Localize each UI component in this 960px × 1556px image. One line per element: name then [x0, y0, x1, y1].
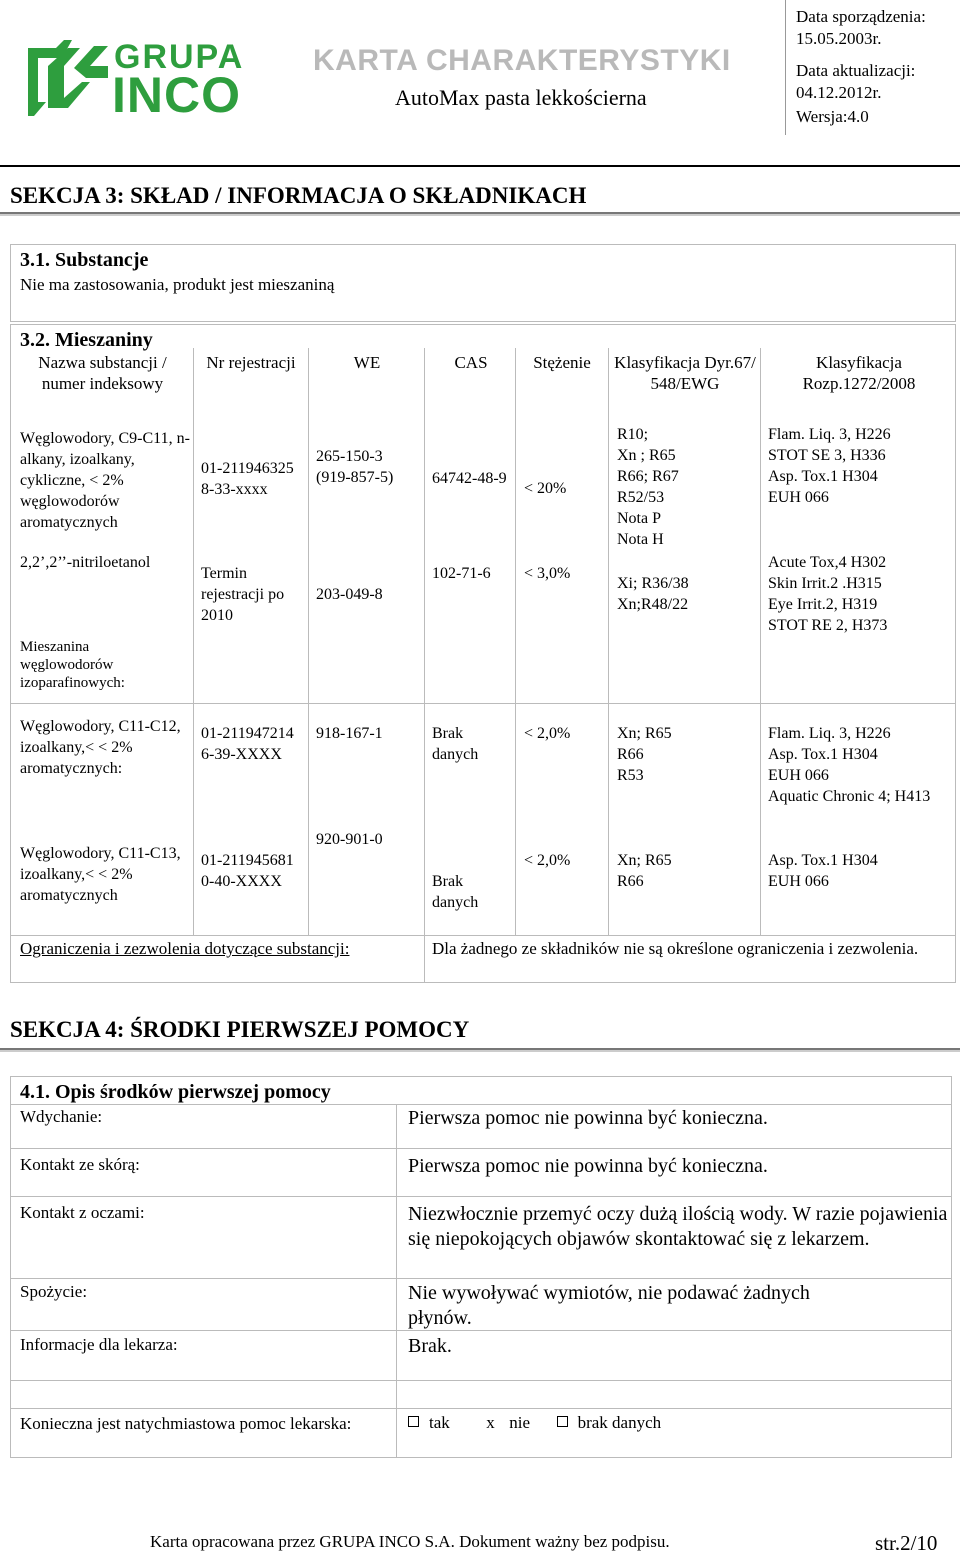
row2-we: 203-049-8 [316, 586, 383, 603]
restrictions-value: Dla żadnego ze składników nie są określone ograniczenia i zezwolenia. [432, 939, 919, 958]
created-label: Data sporządzenia: [796, 7, 926, 26]
row4-conc: < 2,0% [524, 725, 571, 742]
fa-label-inhalation: Wdychanie: [20, 1107, 103, 1126]
sub32-title: 3.2. Mieszaniny [20, 329, 153, 351]
fa-value-inhalation: Pierwsza pomoc nie powinna być konieczna. [408, 1107, 768, 1129]
row2-name: 2,2’,2’’-nitriloetanol [20, 554, 151, 571]
row4-we: 918-167-1 [316, 725, 383, 742]
fa-label-ingestion: Spożycie: [20, 1282, 88, 1301]
row1-name: Węglowodory, C9-C11, n-alkany, izoalkany, cykliczne, < 2% węglowodorów aromatycznych [20, 430, 190, 531]
header-divider [785, 0, 786, 135]
fa-label-eyes: Kontakt z oczami: [20, 1203, 145, 1222]
updated-label: Data aktualizacji: [796, 61, 916, 80]
row1-cas: 64742-48-9 [432, 470, 507, 487]
fa-label-skin: Kontakt ze skórą: [20, 1155, 140, 1174]
row2-clp: Acute Tox,4 H302 Skin Irrit.2 .H315 Eye Irrit.2, H319 STOT RE 2, H373 [768, 554, 888, 634]
fa-value-eyes: Niezwłocznie przemyć oczy dużą ilością wody. W razie pojawienia się niepokojących objawów skontaktować się z lekarzem. [408, 1203, 948, 1250]
row2-conc: < 3,0% [524, 565, 571, 582]
row3-name: Mieszanina węglowodorów izoparafinowych: [20, 639, 125, 691]
row1-dsd: R10; Xn ; R65 R66; R67 R52/53 Nota P Nota H [617, 426, 679, 548]
urgent-help-options [408, 1412, 661, 1433]
version-label: Wersja:4.0 [796, 107, 869, 126]
updated-value: 04.12.2012r. [796, 83, 882, 102]
col-header-name: Nazwa substancji / numer indeksowy [38, 353, 167, 393]
col-header-conc: Stężenie [533, 353, 591, 372]
row1-clp: Flam. Liq. 3, H226 STOT SE 3, H336 Asp. Tox.1 H304 EUH 066 [768, 426, 891, 506]
company-logo [24, 38, 264, 123]
header-rule [0, 165, 960, 167]
col-header-reg: Nr rejestracji [206, 353, 296, 372]
row5-conc: < 2,0% [524, 852, 571, 869]
page-number: str.2/10 [875, 1531, 938, 1555]
document-title: KARTA CHARAKTERYSTYKI [313, 44, 731, 77]
sub31-title: 3.1. Substancje [20, 249, 149, 271]
row5-name: Węglowodory, C11-C13, izoalkany,< < 2% aromatycznych [20, 845, 181, 904]
logo-text-inco: INCO [112, 67, 241, 123]
row5-dsd: Xn; R65 R66 [617, 852, 672, 890]
row2-reg: Termin rejestracji po 2010 [201, 565, 285, 624]
sub31-text: Nie ma zastosowania, produkt jest mieszaniną [20, 275, 335, 294]
logo-text-grupa: GRUPA [114, 38, 245, 76]
created-value: 15.05.2003r. [796, 29, 882, 48]
checkbox-nodata[interactable] [557, 1416, 568, 1427]
sub41-title: 4.1. Opis środków pierwszej pomocy [20, 1081, 331, 1103]
opt-no-label: nie [509, 1413, 531, 1432]
row5-cas: Brak danych [432, 873, 479, 911]
checkbox-no-mark[interactable]: x [486, 1413, 495, 1432]
fa-label-doctor: Informacje dla lekarza: [20, 1335, 178, 1354]
col-header-clp: Klasyfikacja Rozp.1272/2008 [802, 353, 916, 393]
row4-cas: Brak danych [432, 725, 479, 763]
row4-reg: 01-2119472146-39-XXXX [201, 725, 294, 763]
col-header-dsd: Klasyfikacja Dyr.67/548/EWG [614, 353, 756, 393]
col-header-we: WE [353, 353, 381, 372]
opt-nodata-label: brak danych [577, 1413, 662, 1432]
row1-reg: 01-2119463258-33-xxxx [201, 460, 294, 498]
opt-yes-label: tak [429, 1413, 450, 1432]
row5-clp: Asp. Tox.1 H304 EUH 066 [768, 852, 878, 890]
product-name: AutoMax pasta lekkościerna [395, 85, 647, 110]
section4-title: SEKCJA 4: ŚRODKI PIERWSZEJ POMOCY [0, 1016, 960, 1050]
row1-we: 265-150-3 (919-857-5) [316, 448, 394, 486]
section3-title: SEKCJA 3: SKŁAD / INFORMACJA O SKŁADNIKACH [0, 182, 960, 214]
fa-value-skin: Pierwsza pomoc nie powinna być konieczna. [408, 1155, 768, 1177]
row5-reg: 01-2119456810-40-XXXX [201, 852, 294, 890]
row5-we: 920-901-0 [316, 831, 383, 848]
col-header-cas: CAS [454, 353, 488, 372]
row4-clp: Flam. Liq. 3, H226 Asp. Tox.1 H304 EUH 066 Aquatic Chronic 4; H413 [768, 725, 931, 805]
checkbox-yes[interactable] [408, 1416, 419, 1427]
fa-value-doctor: Brak. [408, 1335, 452, 1357]
restrictions-label: Ograniczenia i zezwolenia dotyczące substancji: [20, 939, 350, 958]
fa-value-ingestion: Nie wywoływać wymiotów, nie podawać żadnych płynów. [408, 1282, 810, 1329]
row2-cas: 102-71-6 [432, 565, 491, 582]
row2-dsd: Xi; R36/38 Xn;R48/22 [617, 575, 689, 613]
footer-text: Karta opracowana przez GRUPA INCO S.A. Dokument ważny bez podpisu. [150, 1532, 670, 1551]
row4-name: Węglowodory, C11-C12, izoalkany,< < 2% aromatycznych: [20, 718, 181, 777]
row1-conc: < 20% [524, 480, 567, 497]
urgent-help-label: Konieczna jest natychmiastowa pomoc lekarska: [20, 1414, 352, 1433]
first-aid-table [10, 1076, 952, 1458]
row4-dsd: Xn; R65 R66 R53 [617, 725, 672, 784]
